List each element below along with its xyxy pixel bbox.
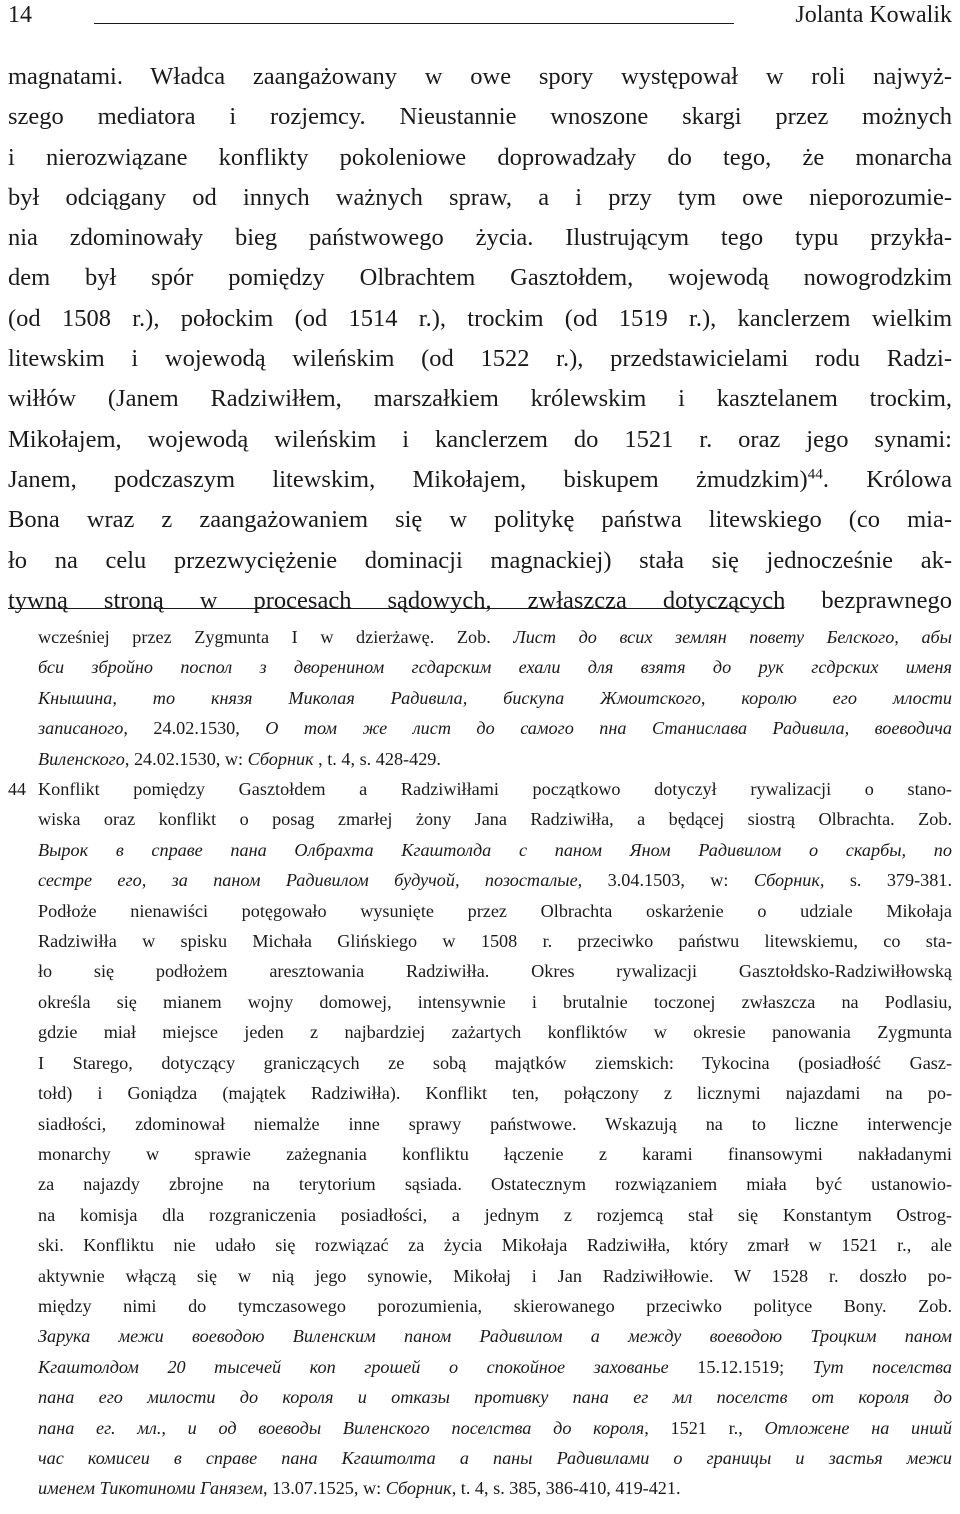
footnote-text: , 24.02.1530, w: <box>124 748 248 769</box>
body-line-with-footnote-ref <box>8 460 952 500</box>
footnote-citation-line: Кнышина, то князя Миколая Радивила, бискупа Жмоитского, королю его млости <box>38 687 952 708</box>
footnote-citation-line: пана его милости до короля и отказы противку пана ег мл поселств от короля до <box>38 1387 952 1408</box>
footnote-line: siadłości, zdominował niemalże inne sprawy państwowe. Wskazują na to liczne interwencje <box>38 1113 952 1134</box>
footnote-separator <box>8 608 784 609</box>
footnote-citation-line: Вырок в справе пана Олбрахта Кгаштолда с паном Яном Радивилом о скарбы, по <box>38 839 952 860</box>
footnote-line: wiska oraz konflikt o posag zmarłej żony Jana Radziwiłła, a będącej siostrą Olbrachta. Zob. <box>38 809 952 830</box>
footnote-citation: Лист до всих землян повету Белского, абы <box>513 627 953 647</box>
footnote-source: Сборник <box>385 1478 452 1499</box>
footnote-text: , 13.07.1525, w: <box>262 1478 386 1499</box>
footnote-line: I Starego, dotyczący graniczących ze sobą majątków ziemskich: Tykocina (posiadłość Gasz- <box>38 1052 952 1073</box>
footnote-source: Сборник <box>247 748 314 769</box>
footnote-citation: Виленского <box>38 748 125 769</box>
footnote-continued <box>8 622 952 774</box>
body-line: Mikołajem, wojewodą wileńskim i kanclerzem do 1521 r. oraz jego synami: <box>8 425 952 453</box>
body-line: nia zdominowały bieg państwowego życia. Ilustrującym tego typu przykła- <box>8 224 952 252</box>
footnote-citation: пана ег. мл., и од воеводы Виленского поселства до короля <box>38 1417 645 1438</box>
body-line: szego mediatora i rozjemcy. Nieustannie wnoszone skargi przez możnych <box>8 103 952 131</box>
footnote-citation: Кгаштолдом 20 тысечей коп грошей о спокойное захованье <box>38 1356 669 1377</box>
footnote-citation: записаного <box>38 718 124 739</box>
footnote-text: , t. 4, s. 428-429. <box>313 748 441 769</box>
footnote-line: Konflikt pomiędzy Gasztołdem a Radziwiłłami początkowo dotyczył rywalizacji o stano- <box>38 779 952 800</box>
footnote-text: wcześniej przez Zygmunta I w dzierżawę. Zob. <box>38 627 514 647</box>
header-rule <box>94 23 734 24</box>
page-number: 14 <box>8 2 32 28</box>
footnote-line <box>8 1473 952 1503</box>
body-line: Bona wraz z zaangażowaniem się w politykę państwa litewskiego (co mia- <box>8 506 952 534</box>
footnote-line: na komisja dla rozgraniczenia posiadłości, a jednym z rozjemcą stał się Konstantym Ostrog- <box>38 1204 952 1225</box>
footnote-citation-line: бси збройно поспол з дворенином гсдарским ехали для взятя до рук гсдрских именя <box>38 657 952 678</box>
footnote-number: 44 <box>8 779 26 800</box>
footnote-text: , t. 4, s. 385, 386-410, 419-421. <box>451 1478 681 1499</box>
body-line: litewskim i wojewodą wileńskim (od 1522 r.), przedstawicielami rodu Radzi- <box>8 345 952 373</box>
footnote-44 <box>8 774 952 1504</box>
body-line: tywną stroną w procesach sądowych, zwłaszcza dotyczących bezprawnego <box>8 586 952 614</box>
footnote-line: ski. Konfliktu nie udało się rozwiązać za życia Mikołaja Radziwiłła, który zmarł w 1521 r., ale <box>38 1235 952 1256</box>
footnote-line <box>8 1352 952 1382</box>
running-head-author: Jolanta Kowalik <box>795 2 952 28</box>
footnote-line <box>8 1413 952 1443</box>
footnotes <box>8 622 952 1504</box>
footnote-line: gdzie miał miejsce jeden z najbardziej zażartych konfliktów w okresie panowania Zygmunta <box>38 1022 952 1043</box>
footnote-line <box>8 622 952 652</box>
footnote-text: 15.12.1519; <box>668 1356 813 1377</box>
footnote-text: , 3.04.1503, w: <box>577 870 754 891</box>
footnote-line: tołd) i Goniądza (majątek Radziwiłła). Konflikt ten, połączony z licznymi najazdami na po- <box>38 1083 952 1104</box>
footnote-text: , 1521 r., <box>644 1417 765 1438</box>
body-line-tail: . Królowa <box>822 465 952 493</box>
body-line-text: Janem, podczaszym litewskim, Mikołajem, biskupem żmudzkim) <box>8 465 808 493</box>
footnote-citation: Тут поселства <box>812 1356 952 1377</box>
body-line: był odciągany od innych ważnych spraw, a i przy tym owe nieporozumie- <box>8 183 952 211</box>
body-line: magnatami. Władca zaangażowany w owe spory występował w roli najwyż- <box>8 63 952 90</box>
footnote-reference: 44 <box>807 465 823 483</box>
footnote-source: Сборник <box>753 870 820 891</box>
footnote-text: , 24.02.1530, <box>123 718 266 739</box>
footnote-line: monarchy w sprawie zażegnania konfliktu łączenie z karami finansowymi nakładanymi <box>38 1143 952 1164</box>
footnote-citation: сестре его, за паном Радивилом будучой, позосталые <box>38 870 578 891</box>
footnote-line: aktywnie włączą się w nią jego synowie, Mikołaj i Jan Radziwiłłowie. W 1528 r. doszło po- <box>38 1265 952 1286</box>
footnote-line: Radziwiłła w spisku Michała Glińskiego w 1508 r. przeciwko państwu litewskiemu, co sta- <box>38 931 952 952</box>
footnote-line: Podłoże nienawiści potęgowało wysunięte przez Olbrachta oskarżenie o udziale Mikołaja <box>38 900 952 921</box>
footnote-line <box>8 865 952 895</box>
footnote-line <box>8 744 952 774</box>
footnote-citation: именем Тикотиноми Ганязем <box>38 1478 263 1499</box>
footnote-text: , s. 379-381. <box>819 870 952 891</box>
footnote-citation: Отложене на иншй <box>764 1417 952 1438</box>
body-line: i nierozwiązane konflikty pokoleniowe doprowadzały do tego, że monarcha <box>8 143 952 171</box>
footnote-citation-line: Зарука межи воеводою Виленским паном Радивилом а между воеводою Троцким паном <box>38 1326 952 1347</box>
body-line: wiłłów (Janem Radziwiłłem, marszałkiem królewskim i kasztelanem trockim, <box>8 385 952 413</box>
footnote-line: ło się podłożem aresztowania Radziwiłła. Okres rywalizacji Gasztołdsko-Radziwiłłowską <box>38 961 952 982</box>
body-line: (od 1508 r.), połockim (od 1514 r.), trockim (od 1519 r.), kanclerzem wielkim <box>8 304 952 332</box>
footnote-line: określa się mianem wojny domowej, intensywnie i brutalnie toczonej zwłaszcza na Podlasiu, <box>38 991 952 1012</box>
body-line: ło na celu przezwyciężenie dominacji magnackiej) stała się jednocześnie ak- <box>8 546 952 574</box>
footnote-line <box>8 713 952 743</box>
page-header <box>8 0 952 36</box>
footnote-line: za najazdy zbrojne na terytorium sąsiada. Ostatecznym rozwiązaniem miała być ustanowio- <box>38 1174 952 1195</box>
footnote-citation-line: час комисеи в справе пана Кгаштолта а паны Радивилами о границы и застья межи <box>38 1447 952 1468</box>
main-text <box>8 57 952 621</box>
body-line: dem był spór pomiędzy Olbrachtem Gasztołdem, wojewodą nowogrodzkim <box>8 264 952 292</box>
footnote-line: między nimi do tymczasowego porozumienia, skierowanego przeciwko polityce Bony. Zob. <box>38 1295 952 1316</box>
footnote-citation: О том же лист до самого пна Станислава Радивила, воеводича <box>265 718 953 739</box>
